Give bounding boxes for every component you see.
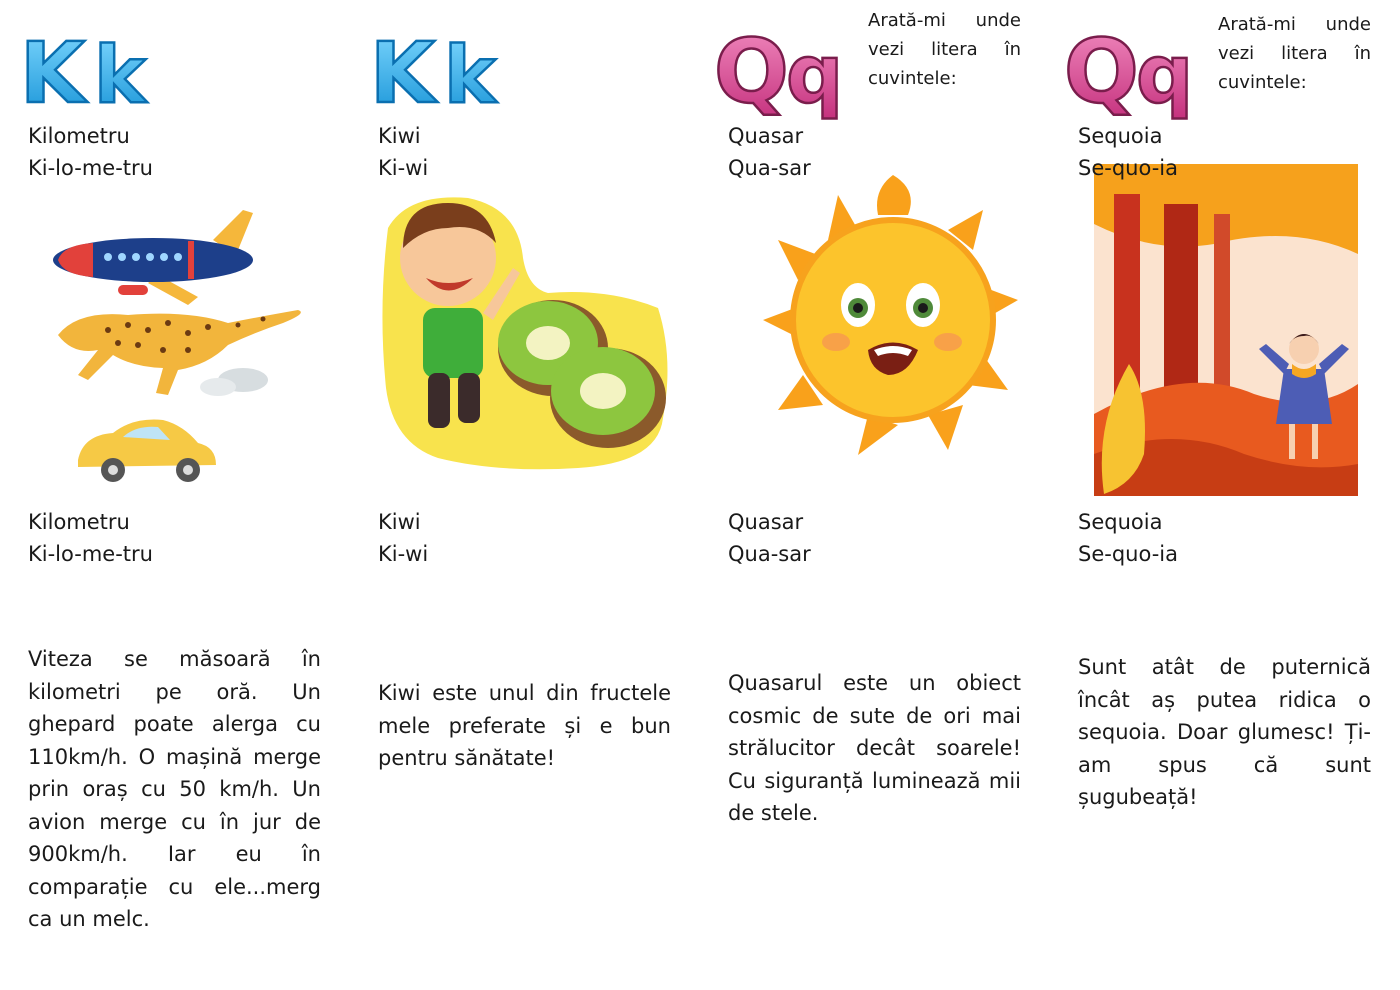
sun-icon [758, 170, 1028, 460]
word-block-top [1078, 120, 1178, 184]
word: Kiwi [378, 124, 421, 148]
letter-lower: k [94, 31, 146, 121]
syllables: Ki-wi [378, 542, 429, 566]
description-paragraph: Viteza se măsoară în kilometri pe oră. Un ghepard poate alerga cu 110km/h. O mașină merge prin oraș cu 50 km/h. Un avion merge cu în jur de 900km/h. Iar eu în comparație cu ele...merg ca un melc. [28, 647, 321, 931]
letter-q-logo [1064, 22, 1234, 122]
letter-q-logo [714, 22, 884, 122]
word: Quasar [728, 124, 804, 148]
syllables: Ki-lo-me-tru [28, 156, 153, 180]
letter-k-logo [364, 22, 534, 122]
letter-lower: q [786, 28, 844, 121]
word-block-top [378, 120, 428, 184]
card-quasar [714, 0, 1028, 990]
word-block-bottom [28, 506, 153, 570]
girl-autumn-forest-illustration [1094, 164, 1358, 496]
letter-lower: k [444, 31, 496, 121]
word-block-top [28, 120, 153, 184]
card-kilometru [20, 0, 328, 990]
cheetah-icon [58, 310, 301, 396]
syllables: Qua-sar [728, 156, 811, 180]
boy-kiwi-illustration [378, 188, 674, 478]
syllables: Ki-wi [378, 156, 429, 180]
letter-upper: K [20, 24, 86, 122]
syllables: Se-quo-ia [1078, 156, 1178, 180]
letter-upper: Q [1064, 22, 1139, 122]
instruction-note: Arată-mi unde vezi litera în cuvintele: [1218, 14, 1371, 93]
word: Sequoia [1078, 124, 1163, 148]
description-paragraph: Kiwi este unul din fructele mele preferate și e bun pentru sănătate! [378, 681, 671, 770]
card-kiwi [370, 0, 678, 990]
letter-k-logo [14, 22, 184, 122]
letter-upper: Q [714, 22, 789, 122]
airplane-icon [53, 210, 253, 305]
word: Kilometru [28, 124, 130, 148]
instruction-note: Arată-mi unde vezi litera în cuvintele: [868, 10, 1021, 89]
description-paragraph: Sunt atât de puternică încât aș putea ridica o sequoia. Doar glumesc! Ți-am spus că sunt șugubeață! [1078, 655, 1371, 809]
card-sequoia [1064, 0, 1378, 990]
description-paragraph: Quasarul este un obiect cosmic de sute de ori mai strălucitor decât soarele! Cu siguranță luminează mii de stele. [728, 671, 1021, 825]
word-block-bottom [728, 506, 811, 570]
syllables: Ki-lo-me-tru [28, 542, 153, 566]
airplane-cheetah-car-illustration [38, 205, 323, 490]
word: Kilometru [28, 510, 130, 534]
car-icon [78, 420, 216, 482]
word-block-bottom [378, 506, 428, 570]
word-block-bottom [1078, 506, 1178, 570]
letter-lower: q [1136, 28, 1194, 121]
word: Quasar [728, 510, 804, 534]
syllables: Se-quo-ia [1078, 542, 1178, 566]
syllables: Qua-sar [728, 542, 811, 566]
letter-upper: K [370, 24, 436, 122]
word: Sequoia [1078, 510, 1163, 534]
word: Kiwi [378, 510, 421, 534]
